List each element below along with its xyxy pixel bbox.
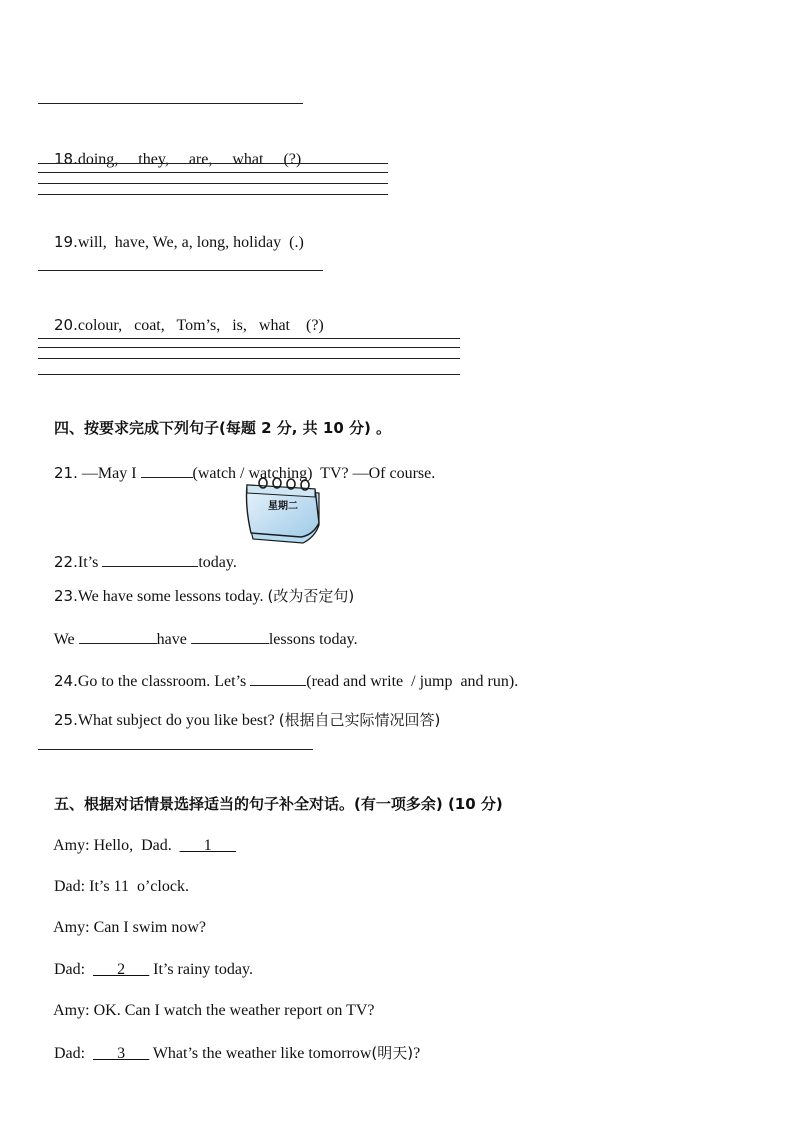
question-number: 24. xyxy=(54,672,78,690)
writing-line xyxy=(38,163,388,164)
dialog-line-3: Amy: Can I swim now? xyxy=(53,919,207,936)
fill-blank[interactable] xyxy=(102,550,198,567)
instruction-note: (根据自己实际情况回答) xyxy=(278,711,441,729)
dialog-line-1: Amy: Hello, Dad. ___1___ xyxy=(53,837,236,854)
dialog-line-2: Dad: It’s 11 o’clock. xyxy=(54,878,189,895)
answer-line xyxy=(38,270,323,271)
speaker: Amy: xyxy=(53,919,94,936)
dialog-line-6: Dad: ___3___ What’s the weather like tomorrow(明天)? xyxy=(54,1044,421,1062)
question-23-answer: We have lessons today. xyxy=(38,607,358,670)
speaker: Dad: xyxy=(54,1045,94,1062)
fill-blank[interactable] xyxy=(250,669,306,686)
question-19 xyxy=(38,212,304,273)
instruction-note: (改为否定句) xyxy=(267,587,355,605)
question-text: colour, coat, Tom’s, is, what (?) xyxy=(77,317,324,334)
dialog-blank-2[interactable]: ___2___ xyxy=(93,961,150,978)
question-number: 25. xyxy=(54,711,78,729)
dialog-line-4: Dad: ___2___ It’s rainy today. xyxy=(54,961,253,978)
speaker: Amy: xyxy=(53,837,94,854)
question-text: doing, they, are, what (?) xyxy=(77,151,302,168)
writing-line xyxy=(38,358,460,359)
writing-line xyxy=(38,172,388,173)
dialog-blank-3[interactable]: ___3___ xyxy=(93,1045,150,1062)
answer-line xyxy=(38,103,303,104)
dialog-line-5: Amy: OK. Can I watch the weather report on TV? xyxy=(53,1002,375,1019)
question-21: 21. —May I (watch / watching) TV? —Of course. xyxy=(38,441,435,504)
speaker: Dad: xyxy=(54,878,90,895)
writing-line xyxy=(38,194,388,195)
calendar-icon xyxy=(243,477,323,547)
answer-line xyxy=(38,749,313,750)
question-number: 19. xyxy=(54,233,78,251)
writing-line xyxy=(38,183,388,184)
section-score: (10 分) xyxy=(447,795,503,813)
question-18 xyxy=(38,129,301,190)
question-number: 18. xyxy=(54,150,78,168)
fill-blank[interactable] xyxy=(79,627,157,644)
section-title: 四、按要求完成下列句子(每题 2 分, 共 10 分) 。 xyxy=(54,419,392,437)
calendar-day-label: 星期二 xyxy=(268,501,298,512)
fill-blank[interactable] xyxy=(191,627,269,644)
speaker: Amy: xyxy=(53,1002,94,1019)
section-title: 五、根据对话情景选择适当的句子补全对话。 xyxy=(54,795,355,813)
question-24: 24.Go to the classroom. Let’s (read and write / jump and run). xyxy=(38,649,518,712)
question-number: 23. xyxy=(54,587,78,605)
question-number: 20. xyxy=(54,316,78,334)
fill-blank[interactable] xyxy=(141,461,193,478)
question-23: 23.We have some lessons today. (改为否定句) xyxy=(54,587,355,605)
speaker: Dad: xyxy=(54,961,94,978)
writing-line xyxy=(38,347,460,348)
writing-line xyxy=(38,338,460,339)
question-25: 25.What subject do you like best? (根据自己实际情况回答) xyxy=(54,711,441,729)
question-22: 22.It’s today. xyxy=(38,530,237,593)
question-number: 22. xyxy=(54,553,78,571)
writing-line xyxy=(38,374,460,375)
question-number: 21. xyxy=(54,464,78,482)
dialog-blank-1[interactable]: ___1___ xyxy=(179,837,236,854)
section-note: (有一项多余) xyxy=(354,795,448,813)
question-text: will, have, We, a, long, holiday (.) xyxy=(77,234,304,251)
